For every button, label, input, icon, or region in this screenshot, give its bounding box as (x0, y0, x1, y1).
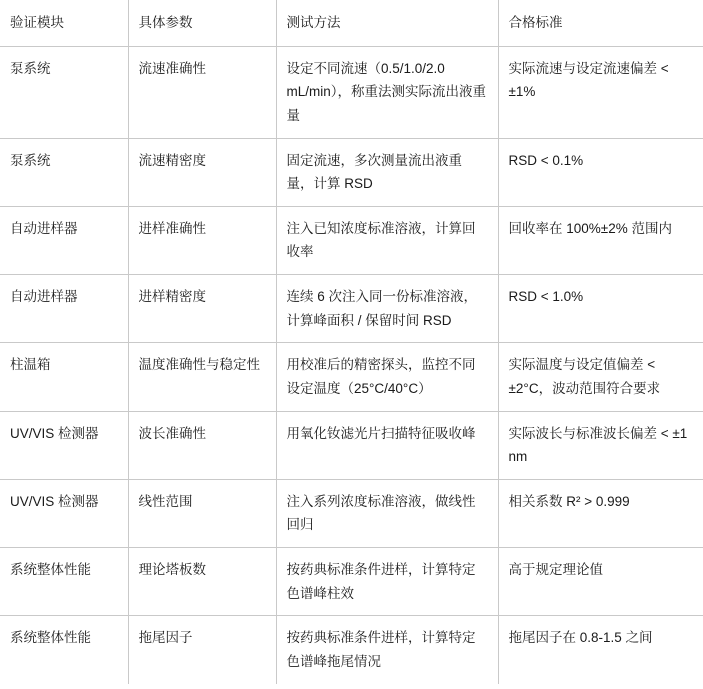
cell-parameter: 进样精密度 (128, 275, 276, 343)
table-row (0, 479, 703, 547)
table-row (0, 343, 703, 411)
cell-criteria: 相关系数 R² > 0.999 (498, 479, 703, 547)
table-row (0, 206, 703, 274)
table-row (0, 616, 703, 684)
table-row (0, 411, 703, 479)
cell-criteria: 高于规定理论值 (498, 548, 703, 616)
cell-criteria: 实际温度与设定值偏差 < ±2°C，波动范围符合要求 (498, 343, 703, 411)
cell-method: 用氧化钕滤光片扫描特征吸收峰 (276, 411, 498, 479)
cell-method: 设定不同流速（0.5/1.0/2.0 mL/min），称重法测实际流出液重量 (276, 46, 498, 138)
cell-parameter: 流速准确性 (128, 46, 276, 138)
cell-module: 柱温箱 (0, 343, 128, 411)
column-header-criteria: 合格标准 (498, 0, 703, 46)
table-row (0, 275, 703, 343)
cell-parameter: 拖尾因子 (128, 616, 276, 684)
cell-parameter: 进样准确性 (128, 206, 276, 274)
cell-method: 固定流速，多次测量流出液重量，计算 RSD (276, 138, 498, 206)
cell-parameter: 波长准确性 (128, 411, 276, 479)
cell-parameter: 线性范围 (128, 479, 276, 547)
cell-module: 自动进样器 (0, 206, 128, 274)
cell-criteria: 实际波长与标准波长偏差 < ±1 nm (498, 411, 703, 479)
column-header-module: 验证模块 (0, 0, 128, 46)
cell-method: 注入已知浓度标准溶液，计算回收率 (276, 206, 498, 274)
cell-module: 泵系统 (0, 46, 128, 138)
cell-method: 连续 6 次注入同一份标准溶液，计算峰面积 / 保留时间 RSD (276, 275, 498, 343)
cell-criteria: 拖尾因子在 0.8-1.5 之间 (498, 616, 703, 684)
cell-module: 系统整体性能 (0, 616, 128, 684)
cell-parameter: 温度准确性与稳定性 (128, 343, 276, 411)
table-header-row (0, 0, 703, 46)
table-row (0, 46, 703, 138)
cell-method: 按药典标准条件进样，计算特定色谱峰柱效 (276, 548, 498, 616)
cell-method: 用校准后的精密探头，监控不同设定温度（25°C/40°C） (276, 343, 498, 411)
cell-parameter: 流速精密度 (128, 138, 276, 206)
cell-method: 注入系列浓度标准溶液，做线性回归 (276, 479, 498, 547)
cell-criteria: 回收率在 100%±2% 范围内 (498, 206, 703, 274)
cell-module: UV/VIS 检测器 (0, 411, 128, 479)
column-header-method: 测试方法 (276, 0, 498, 46)
table-row (0, 138, 703, 206)
cell-criteria: RSD < 0.1% (498, 138, 703, 206)
cell-module: 泵系统 (0, 138, 128, 206)
cell-parameter: 理论塔板数 (128, 548, 276, 616)
cell-module: 自动进样器 (0, 275, 128, 343)
column-header-parameter: 具体参数 (128, 0, 276, 46)
cell-criteria: 实际流速与设定流速偏差 < ±1% (498, 46, 703, 138)
cell-method: 按药典标准条件进样，计算特定色谱峰拖尾情况 (276, 616, 498, 684)
cell-module: UV/VIS 检测器 (0, 479, 128, 547)
table-header (0, 0, 703, 46)
cell-module: 系统整体性能 (0, 548, 128, 616)
table-body (0, 46, 703, 683)
cell-criteria: RSD < 1.0% (498, 275, 703, 343)
table-row (0, 548, 703, 616)
